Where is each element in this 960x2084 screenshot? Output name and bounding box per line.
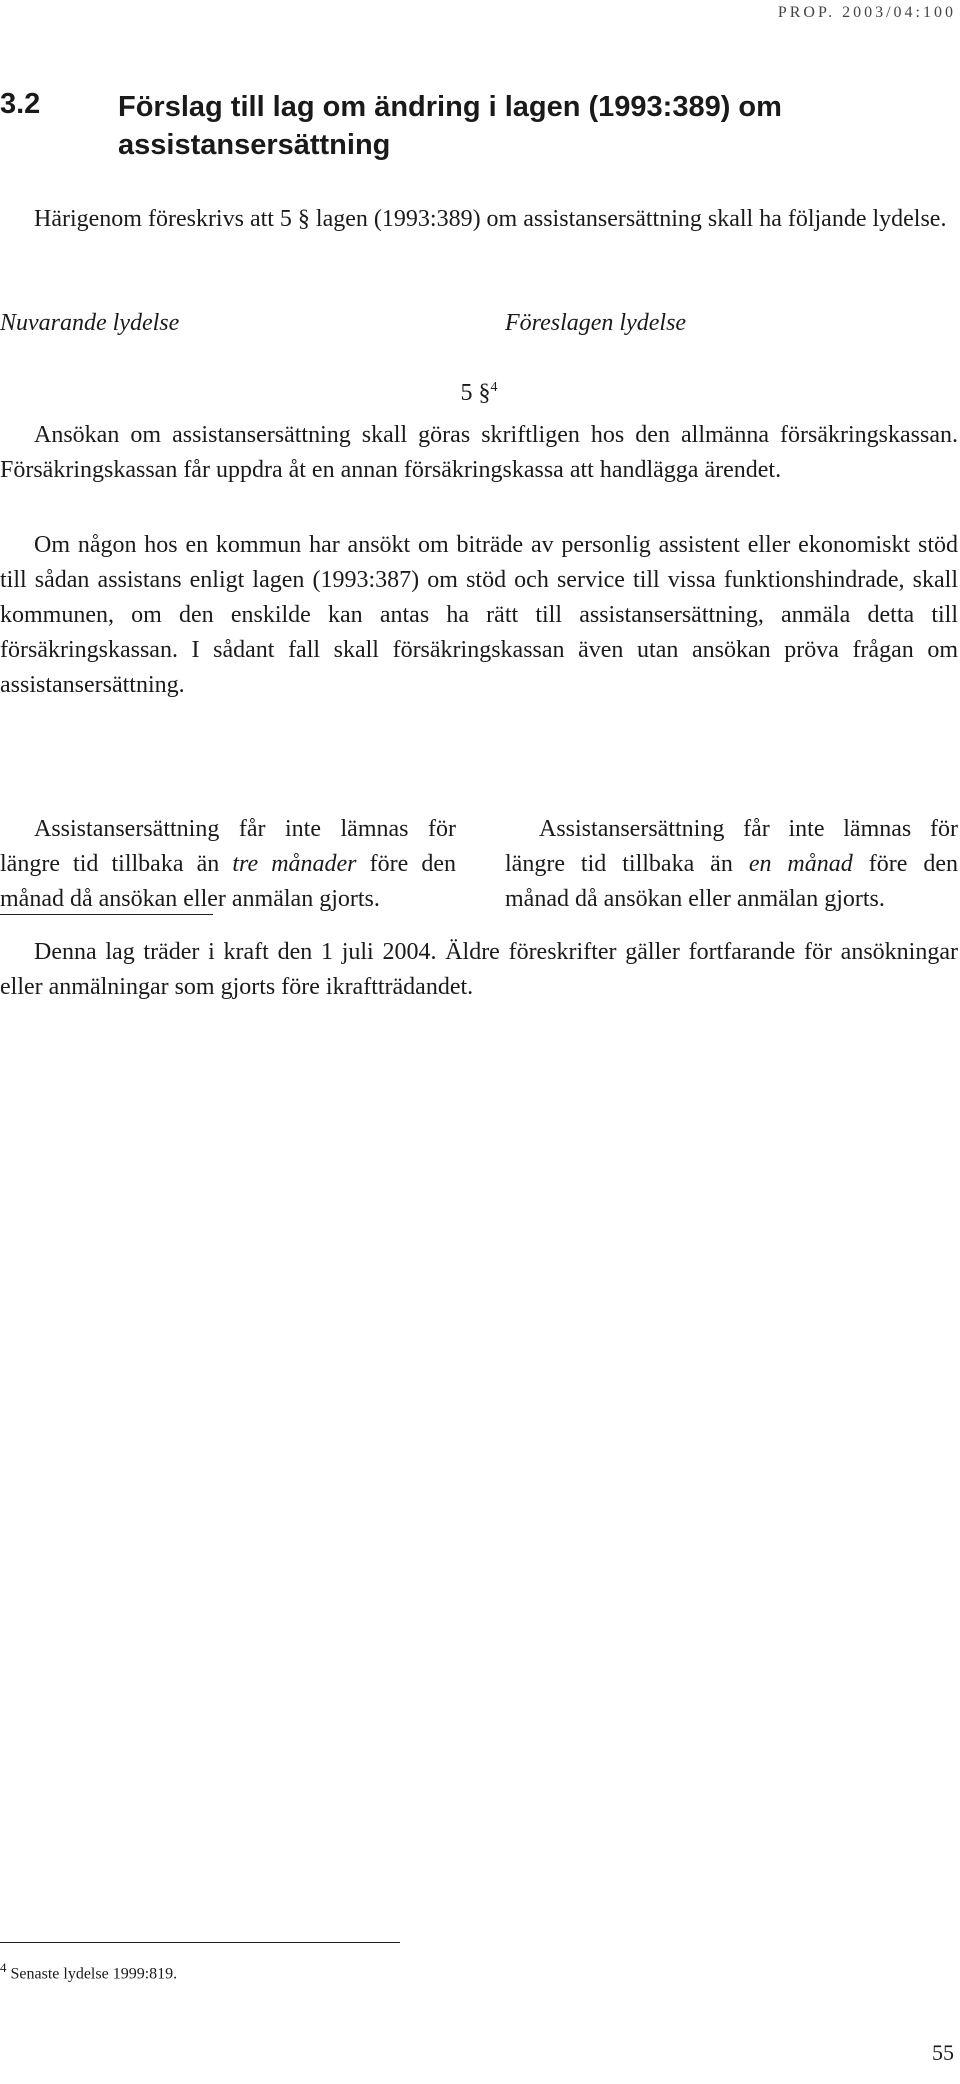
current-wording-text xyxy=(0,812,456,917)
document-reference: PROP. 2003/04:100 xyxy=(777,4,956,21)
current-wording-heading: Nuvarande lydelse xyxy=(0,310,180,336)
footnote-reference: 4 xyxy=(490,380,498,395)
paragraph-body-2: Om någon hos en kommun har ansökt om biträde av personlig assistent eller ekonomiskt stöd till sådan assistans enligt lagen (1993:387) om stöd och service till vissa funktionshindrade, skall kommunen, om den enskilde kan antas ha rätt till assistansersättning, anmäla detta till försäkringskassan. I sådant fall skall försäkringskassan även utan ansökan pröva frågan om assistansersättning. xyxy=(0,532,958,698)
section-number: 3.2 xyxy=(0,88,41,120)
paragraph-body-1: Ansökan om assistansersättning skall göras skriftligen hos den allmänna försäkringskassan. Försäkringskassan får uppdra åt en annan försäkringskassa att handlägga ärendet. xyxy=(0,422,958,483)
proposed-text-before: Assistansersättning får inte lämnas för längre tid tillbaka än xyxy=(505,816,958,877)
footnote-number: 4 xyxy=(0,1960,7,1975)
current-text-emphasis: tre månader xyxy=(232,851,357,877)
transition-divider xyxy=(0,914,213,915)
proposed-text-emphasis: en månad xyxy=(748,851,853,877)
footnote-divider xyxy=(0,1942,400,1943)
intro-paragraph: Härigenom föreskrivs att 5 § lagen (1993:389) om assistansersättning skall ha följande lydelse. xyxy=(34,206,947,232)
current-text-after: före den månad då ansökan eller anmälan gjorts. xyxy=(0,851,457,912)
proposed-text-after: före den månad då ansökan eller anmälan gjorts. xyxy=(505,851,958,912)
page-number: 55 xyxy=(932,2040,954,2065)
footnote-text: Senaste lydelse 1999:819. xyxy=(10,1965,178,1983)
proposed-wording-heading: Föreslagen lydelse xyxy=(505,310,687,336)
proposed-wording-text xyxy=(505,812,958,917)
paragraph-label: 5 § xyxy=(460,380,491,406)
entry-into-force-paragraph: Denna lag träder i kraft den 1 juli 2004. Äldre föreskrifter gäller fortfarande för ansökningar eller anmälningar som gjorts före ikraftträdandet. xyxy=(0,939,958,1000)
section-title: Förslag till lag om ändring i lagen (1993:389) om assistansersättning xyxy=(118,91,782,161)
paragraph-symbol xyxy=(0,380,958,407)
current-text-before: Assistansersättning får inte lämnas för längre tid tillbaka än xyxy=(0,816,456,877)
footnote xyxy=(0,1960,177,1983)
